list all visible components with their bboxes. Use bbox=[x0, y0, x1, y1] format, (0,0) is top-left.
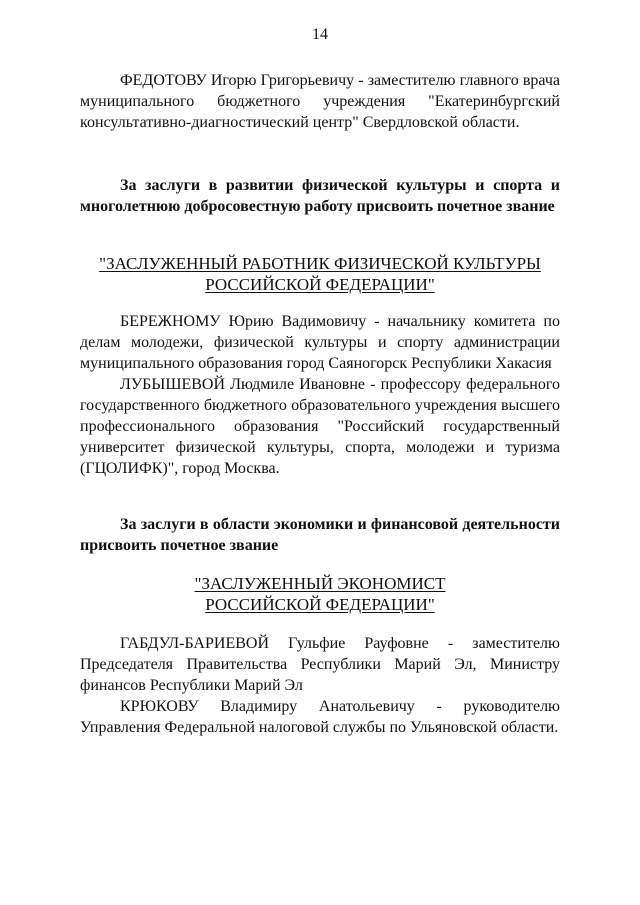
section-heading-sport: За заслуги в развитии физической культуры и спорта и многолетнюю добросовестную работу присвоить почетное звание bbox=[80, 177, 560, 215]
section-heading-economy: За заслуги в области экономики и финансовой деятельности присвоить почетное звание bbox=[80, 516, 560, 554]
honorary-title-sport bbox=[80, 253, 560, 295]
page-number: 14 bbox=[312, 26, 328, 43]
award-entry-kryukov: КРЮКОВУ Владимиру Анатольевичу - руководителю Управления Федеральной налоговой службы по Ульяновской области. bbox=[80, 698, 560, 736]
honorary-title-economy bbox=[80, 573, 560, 615]
award-entry-gabdul-barieva: ГАБДУЛ-БАРИЕВОЙ Гульфие Рауфовне - заместителю Председателя Правительства Республики Марий Эл, Министру финансов Республики Марий Эл bbox=[80, 635, 560, 694]
award-entry-berezhnoy: БЕРЕЖНОМУ Юрию Вадимовичу - начальнику комитета по делам молодежи, физической культуры и спорту администрации муниципального образования город Саяногорск Республики Хакасия bbox=[80, 313, 560, 372]
honorary-title-sport-line2: РОССИЙСКОЙ ФЕДЕРАЦИИ" bbox=[205, 275, 435, 294]
honorary-title-economy-line2: РОССИЙСКОЙ ФЕДЕРАЦИИ" bbox=[205, 595, 435, 614]
honorary-title-sport-line1: "ЗАСЛУЖЕННЫЙ РАБОТНИК ФИЗИЧЕСКОЙ КУЛЬТУРЫ bbox=[99, 254, 541, 273]
honorary-title-economy-line1: "ЗАСЛУЖЕННЫЙ ЭКОНОМИСТ bbox=[194, 574, 446, 593]
award-entry-lubysheva: ЛУБЫШЕВОЙ Людмиле Ивановне - профессору федерального государственного бюджетного образовательного учреждения высшего профессионального образования "Российский государственный университет физической культуры, спорта, молодежи и туризма (ГЦОЛИФК)", город Москва. bbox=[80, 376, 560, 477]
award-entry-fedotov: ФЕДОТОВУ Игорю Григорьевичу - заместителю главного врача муниципального бюджетного учреждения "Екатеринбургский консультативно-диагностический центр" Свердловской области. bbox=[80, 72, 560, 131]
